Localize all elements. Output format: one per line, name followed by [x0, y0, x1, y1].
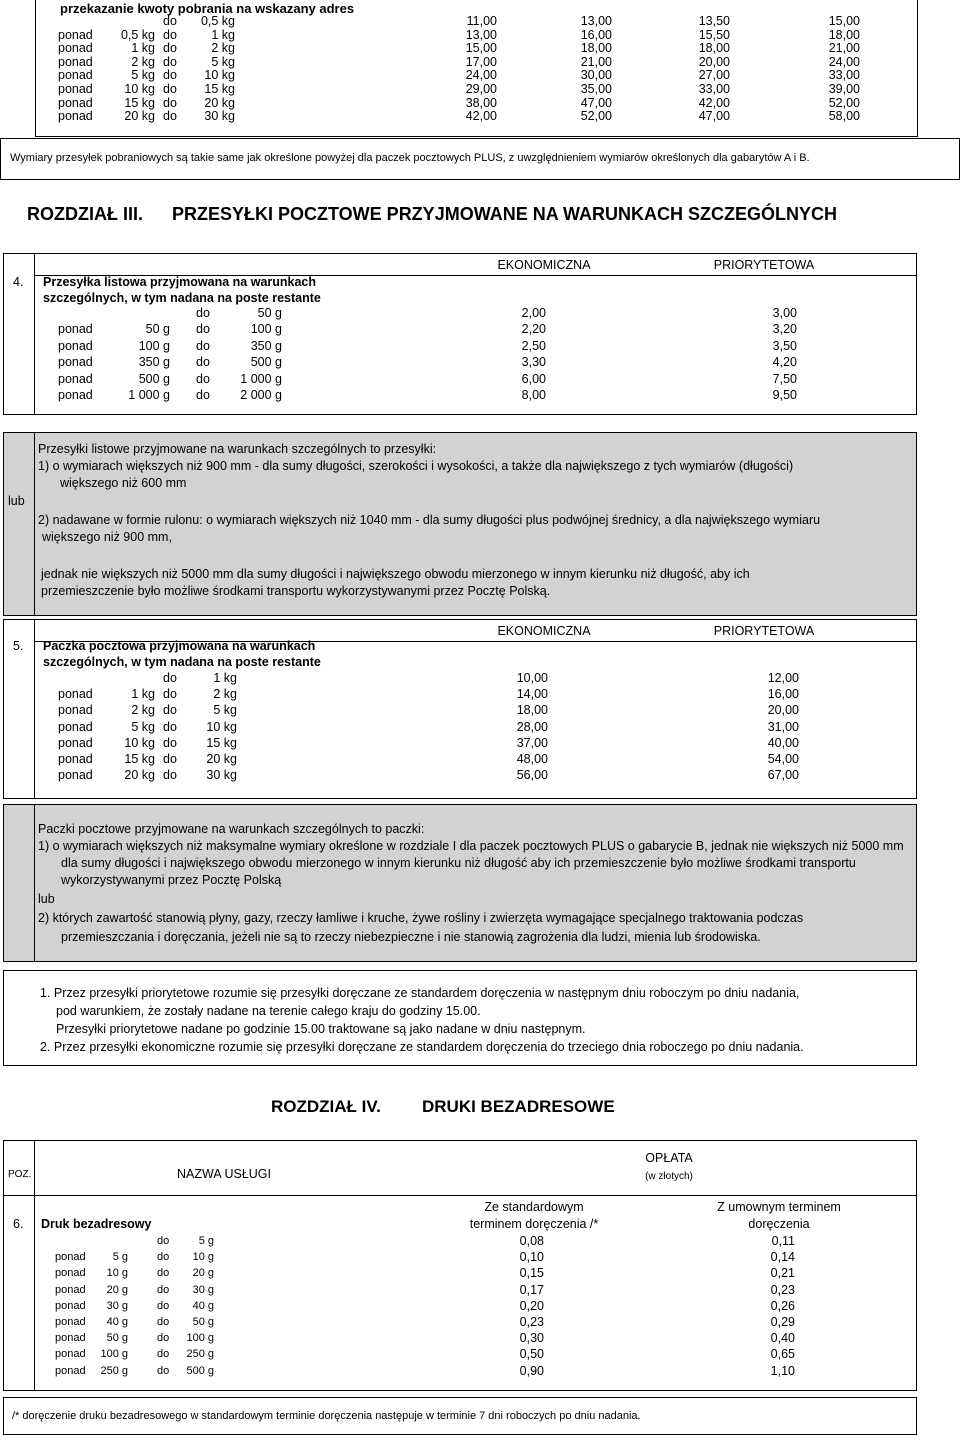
weight-to: 1 kg — [213, 671, 237, 685]
weight-to: 2 kg — [211, 41, 235, 56]
economic-price: 56,00 — [516, 768, 548, 783]
standard-price: 0,90 — [519, 1363, 544, 1378]
price-cell: 16,00 — [580, 27, 612, 42]
economic-price: 8,00 — [521, 388, 546, 402]
weight-from: 15 kg — [124, 95, 155, 110]
economic-price: 37,00 — [516, 735, 548, 750]
druki-header-fee-sub: (w złotych) — [645, 1171, 693, 1182]
price-cell: 27,00 — [698, 68, 730, 83]
weight-from: 5 kg — [131, 68, 155, 83]
weight-to: 20 g — [192, 1267, 214, 1280]
standard-price: 0,20 — [519, 1298, 544, 1313]
weight-to: 10 g — [192, 1251, 214, 1264]
weight-to-label: do — [163, 82, 177, 96]
priority-note-line-3: Przesyłki priorytetowe nadane po godzinie 15.00 traktowane są jako nadane w dniu następnym. — [56, 1022, 586, 1036]
priority-note-line-4: 2. Przez przesyłki ekonomiczne rozumie się przesyłki doręczane ze standardem doręczenia do trzeciego dnia roboczego po dniu nadania. — [40, 1040, 804, 1054]
price-cell: 47,00 — [580, 95, 612, 110]
price-cell: 52,00 — [828, 95, 860, 110]
note-4-line-6: jednak nie większych niż 5000 mm dla sumy długości i największego obwodu mierzonego w innym kierunku niż długość, aby ich — [41, 567, 750, 581]
weight-to-label: do — [163, 703, 177, 718]
economic-price: 18,00 — [516, 703, 548, 718]
weight-from: 1 kg — [131, 41, 155, 56]
priority-price: 9,50 — [772, 388, 797, 402]
weight-prefix: ponad — [55, 1267, 86, 1280]
weight-to-label: do — [157, 1267, 170, 1280]
weight-from: 2 kg — [131, 54, 155, 69]
standard-price: 0,23 — [519, 1315, 544, 1329]
weight-from: 250 g — [100, 1364, 128, 1377]
price-cell: 18,00 — [580, 41, 612, 56]
custom-price: 0,23 — [770, 1282, 795, 1297]
weight-to: 15 kg — [204, 82, 235, 96]
priority-price: 12,00 — [767, 671, 799, 685]
note-5-line-7: przemieszczania i doręczania, jeżeli nie są to rzeczy niebezpieczne i nie stanowią zagrożenia dla ludzi, mienia lub środowiska. — [61, 930, 761, 944]
table-row — [0, 68, 960, 82]
economic-price: 14,00 — [516, 687, 548, 702]
weight-prefix: ponad — [58, 109, 93, 124]
weight-from: 40 g — [106, 1316, 128, 1328]
weight-from: 0,5 kg — [120, 27, 155, 42]
table-row — [0, 1298, 960, 1314]
weight-to-label: do — [163, 95, 177, 110]
price-cell: 24,00 — [828, 54, 860, 69]
weight-from: 100 g — [138, 338, 170, 353]
custom-price: 0,40 — [770, 1331, 795, 1346]
price-cell: 33,00 — [698, 82, 730, 96]
priority-price: 4,20 — [772, 355, 797, 370]
weight-to-label: do — [157, 1299, 170, 1312]
weight-prefix: ponad — [55, 1251, 86, 1264]
item-4-title-2: szczególnych, w tym nadana na poste restante — [43, 291, 321, 305]
weight-to: 50 g — [192, 1316, 214, 1328]
weight-to-label: do — [157, 1235, 170, 1247]
table-row — [0, 686, 960, 702]
table-row — [0, 735, 960, 751]
table-row — [0, 767, 960, 783]
table-row — [0, 321, 960, 337]
note-5-line-4: wykorzystywanymi przez Pocztę Polską — [61, 873, 282, 887]
weight-prefix: ponad — [58, 338, 93, 353]
section-3-title: PRZESYŁKI POCZTOWE PRZYJMOWANE NA WARUNKACH SZCZEGÓLNYCH — [172, 204, 838, 224]
weight-prefix: ponad — [58, 752, 93, 766]
table-row — [0, 1363, 960, 1379]
table-row — [0, 387, 960, 403]
weight-from: 350 g — [138, 355, 170, 370]
price-cell: 33,00 — [828, 68, 860, 83]
druki-header-standard-2: terminem doręczenia /* — [469, 1217, 599, 1231]
weight-from: 5 g — [112, 1251, 128, 1264]
weight-to: 30 kg — [206, 768, 237, 783]
druki-header-custom-2: doręczenia — [748, 1217, 810, 1231]
weight-to: 5 kg — [213, 703, 237, 718]
weight-to-label: do — [196, 355, 210, 370]
custom-price: 0,11 — [771, 1234, 795, 1248]
weight-from: 10 kg — [124, 82, 155, 96]
table-row — [0, 338, 960, 354]
weight-prefix: ponad — [55, 1299, 86, 1312]
item-5-title-2: szczególnych, w tym nadana na poste restante — [43, 655, 321, 669]
economic-price: 2,20 — [521, 322, 546, 337]
priority-price: 20,00 — [767, 703, 799, 718]
custom-price: 1,10 — [770, 1363, 795, 1378]
weight-to: 20 kg — [206, 752, 237, 766]
price-cell: 13,00 — [580, 14, 612, 28]
weight-to: 1 kg — [211, 27, 235, 42]
table-row — [0, 14, 960, 28]
weight-to-label: do — [157, 1348, 170, 1361]
priority-price: 3,50 — [772, 338, 797, 353]
price-cell: 13,50 — [698, 14, 730, 28]
custom-price: 0,65 — [770, 1347, 795, 1362]
weight-prefix: ponad — [55, 1332, 86, 1345]
table-row — [0, 41, 960, 55]
custom-price: 0,21 — [770, 1266, 795, 1281]
weight-prefix: ponad — [55, 1316, 86, 1328]
standard-price: 0,17 — [519, 1282, 544, 1297]
priority-price: 67,00 — [767, 768, 799, 783]
weight-to-label: do — [196, 338, 210, 353]
weight-to: 1 000 g — [240, 371, 282, 386]
note-4-box — [3, 432, 917, 616]
item-5-number: 5. — [13, 639, 24, 653]
price-cell: 18,00 — [698, 41, 730, 56]
item-4-title-1: Przesyłka listowa przyjmowana na warunkach — [43, 275, 317, 289]
priority-price: 31,00 — [767, 719, 799, 734]
druki-footnote: /* doręczenie druku bezadresowego w standardowym terminie doręczenia następuje w terminie 7 dni roboczych po dniu nadania. — [12, 1410, 641, 1422]
economic-price: 3,30 — [521, 355, 546, 370]
note-4-line-1: Przesyłki listowe przyjmowane na warunkach szczególnych to przesyłki: — [38, 442, 437, 456]
table-row — [0, 1249, 960, 1265]
item-5-col-economic: EKONOMICZNA — [497, 624, 591, 638]
weight-prefix: ponad — [58, 687, 93, 702]
priority-price: 3,00 — [772, 306, 797, 320]
table-row — [0, 1330, 960, 1346]
weight-prefix: ponad — [55, 1348, 86, 1361]
weight-to: 30 g — [192, 1283, 214, 1296]
weight-to-label: do — [157, 1332, 170, 1345]
price-cell: 11,00 — [466, 14, 497, 28]
standard-price: 0,30 — [519, 1331, 544, 1346]
section-4-title: DRUKI BEZADRESOWE — [422, 1097, 615, 1116]
table-row — [0, 28, 960, 42]
price-cell: 42,00 — [465, 109, 497, 124]
weight-to: 0,5 kg — [200, 14, 235, 28]
weight-from: 10 g — [106, 1267, 128, 1280]
table-row — [0, 702, 960, 718]
table-row — [0, 1265, 960, 1281]
cod-note: Wymiary przesyłek pobraniowych są takie same jak określone powyżej dla paczek pocztowych PLUS, z uwzględnieniem wymiarów określonych dla gabarytów A i B. — [10, 152, 810, 164]
weight-to: 10 kg — [204, 68, 235, 83]
weight-to-label: do — [163, 54, 177, 69]
weight-from: 20 g — [106, 1283, 128, 1296]
note-4-line-3: większego niż 600 mm — [60, 476, 187, 490]
price-cell: 17,00 — [465, 54, 497, 69]
weight-prefix: ponad — [58, 371, 93, 386]
note-5-line-3: dla sumy długości i największego obwodu mierzonego w innym kierunku niż długość aby ich przemieszczenie było możliwe środkami transportu — [61, 856, 856, 870]
weight-to: 5 g — [198, 1235, 214, 1247]
note-5-line-2: 1) o wymiarach większych niż maksymalne wymiary określone w rozdziale I dla paczek pocztowych PLUS o gabarycie B, jednak nie większych niż 5000 mm — [38, 839, 904, 853]
table-row — [0, 109, 960, 123]
priority-note-line-2: pod warunkiem, że zostały nadane na terenie całego kraju do godziny 15.00. — [56, 1004, 481, 1018]
druki-header-standard-1: Ze standardowym — [484, 1200, 584, 1214]
weight-from: 20 kg — [124, 768, 155, 783]
weight-prefix: ponad — [55, 1283, 86, 1296]
priority-price: 3,20 — [772, 322, 797, 337]
weight-prefix: ponad — [58, 41, 93, 56]
price-cell: 30,00 — [580, 68, 612, 83]
note-4-line-2: 1) o wymiarach większych niż 900 mm - dla sumy długości, szerokości i wysokości, a także dla największego z tych wymiarów (długości) — [38, 459, 794, 473]
price-cell: 15,00 — [828, 14, 860, 28]
druki-header-fee: OPŁATA — [645, 1151, 693, 1165]
custom-price: 0,14 — [770, 1250, 795, 1265]
weight-from: 10 kg — [124, 735, 155, 750]
druki-item-title: Druk bezadresowy — [41, 1217, 152, 1231]
item-4-col-priority: PRIORYTETOWA — [713, 258, 815, 272]
table-row — [0, 55, 960, 69]
standard-price: 0,50 — [519, 1347, 544, 1362]
price-cell: 35,00 — [580, 82, 612, 96]
weight-to-label: do — [163, 109, 177, 124]
cod-title: przekazanie kwoty pobrania na wskazany adres — [60, 1, 355, 16]
table-row — [0, 719, 960, 735]
druki-item-number: 6. — [13, 1217, 24, 1231]
priority-price: 54,00 — [767, 752, 799, 766]
weight-to: 30 kg — [204, 109, 235, 124]
weight-prefix: ponad — [58, 768, 93, 783]
weight-to: 2 000 g — [240, 388, 282, 402]
weight-to-label: do — [163, 768, 177, 783]
note-4-lub: lub — [8, 494, 25, 508]
priority-price: 7,50 — [772, 371, 797, 386]
standard-price: 0,10 — [519, 1250, 544, 1265]
table-row — [0, 354, 960, 370]
weight-to: 50 g — [257, 306, 282, 320]
priority-price: 16,00 — [767, 687, 799, 702]
weight-prefix: ponad — [55, 1364, 86, 1377]
weight-to: 10 kg — [206, 719, 237, 734]
priority-notes-box — [3, 970, 917, 1066]
economic-price: 2,00 — [521, 306, 546, 320]
section-4-number: ROZDZIAŁ IV. — [271, 1097, 381, 1116]
table-row — [0, 96, 960, 110]
weight-to: 20 kg — [204, 95, 235, 110]
item-5-title-1: Paczka pocztowa przyjmowana na warunkach — [43, 639, 316, 653]
weight-to-label: do — [163, 719, 177, 734]
weight-to: 500 g — [186, 1364, 214, 1377]
weight-prefix: ponad — [58, 388, 93, 402]
weight-from: 20 kg — [124, 109, 155, 124]
weight-from: 5 kg — [131, 719, 155, 734]
weight-from: 30 g — [106, 1299, 128, 1312]
weight-to-label: do — [163, 27, 177, 42]
price-cell: 29,00 — [465, 82, 497, 96]
price-cell: 58,00 — [828, 109, 860, 124]
druki-header-poz: POZ. — [8, 1169, 32, 1180]
weight-prefix: ponad — [58, 82, 93, 96]
weight-to-label: do — [163, 735, 177, 750]
price-cell: 15,50 — [698, 27, 730, 42]
weight-prefix: ponad — [58, 27, 93, 42]
weight-prefix: ponad — [58, 703, 93, 718]
weight-to-label: do — [163, 752, 177, 766]
cod-note-box — [0, 138, 960, 180]
price-cell: 21,00 — [828, 41, 860, 56]
price-cell: 21,00 — [580, 54, 612, 69]
item-4-col-economic: EKONOMICZNA — [497, 258, 591, 272]
weight-from: 50 g — [145, 322, 170, 337]
price-cell: 38,00 — [465, 95, 497, 110]
table-row — [0, 1346, 960, 1362]
weight-to-label: do — [157, 1283, 170, 1296]
economic-price: 28,00 — [516, 719, 548, 734]
price-cell: 13,00 — [465, 27, 497, 42]
weight-to-label: do — [157, 1251, 170, 1264]
custom-price: 0,29 — [770, 1315, 795, 1329]
weight-to: 2 kg — [213, 687, 237, 702]
note-4-line-5: większego niż 900 mm, — [42, 530, 172, 544]
weight-from: 2 kg — [131, 703, 155, 718]
weight-to-label: do — [163, 41, 177, 56]
note-5-box — [3, 804, 917, 962]
price-cell: 15,00 — [465, 41, 497, 56]
weight-to-label: do — [163, 68, 177, 83]
weight-prefix: ponad — [58, 735, 93, 750]
price-cell: 39,00 — [828, 82, 860, 96]
note-5-line-1: Paczki pocztowe przyjmowane na warunkach szczególnych to paczki: — [38, 822, 425, 836]
weight-to-label: do — [163, 687, 177, 702]
weight-from: 50 g — [106, 1332, 128, 1345]
weight-to-label: do — [157, 1364, 170, 1377]
weight-to-label: do — [196, 388, 210, 402]
item-5-col-priority: PRIORYTETOWA — [713, 624, 815, 638]
price-cell: 47,00 — [698, 109, 730, 124]
weight-prefix: ponad — [58, 322, 93, 337]
table-row — [0, 82, 960, 96]
standard-price: 0,15 — [519, 1266, 544, 1281]
economic-price: 48,00 — [516, 752, 548, 766]
economic-price: 10,00 — [516, 671, 548, 685]
table-row — [0, 1282, 960, 1298]
price-cell: 24,00 — [465, 68, 497, 83]
weight-to: 5 kg — [211, 54, 235, 69]
weight-to: 15 kg — [206, 735, 237, 750]
price-cell: 42,00 — [698, 95, 730, 110]
druki-header-custom-1: Z umownym terminem — [717, 1200, 841, 1214]
economic-price: 6,00 — [521, 371, 546, 386]
weight-prefix: ponad — [58, 719, 93, 734]
priority-price: 40,00 — [767, 735, 799, 750]
weight-from: 500 g — [138, 371, 170, 386]
price-cell: 52,00 — [580, 109, 612, 124]
weight-from: 1 kg — [131, 687, 155, 702]
weight-to-label: do — [196, 371, 210, 386]
druki-footnote-box — [3, 1397, 917, 1435]
weight-to: 350 g — [250, 338, 282, 353]
note-4-line-7: przemieszczenie było możliwe środkami transportu wykorzystywanymi przez Pocztę Polską. — [41, 584, 551, 598]
weight-to: 250 g — [186, 1348, 214, 1361]
note-5-line-5: lub — [38, 892, 55, 906]
weight-to: 100 g — [250, 322, 282, 337]
weight-to-label: do — [163, 14, 177, 28]
weight-to-label: do — [196, 322, 210, 337]
price-cell: 18,00 — [828, 27, 860, 42]
table-row — [0, 751, 960, 767]
druki-header-name: NAZWA USŁUGI — [177, 1167, 271, 1181]
weight-from: 100 g — [100, 1348, 128, 1361]
weight-to: 40 g — [192, 1299, 214, 1312]
weight-prefix: ponad — [58, 68, 93, 83]
item-4-number: 4. — [13, 275, 24, 289]
economic-price: 2,50 — [521, 338, 546, 353]
weight-to-label: do — [196, 306, 210, 320]
table-row — [0, 371, 960, 387]
note-4-line-4: 2) nadawane w formie rulonu: o wymiarach większych niż 1040 mm - dla sumy długości plus podwójnej średnicy, a dla największego wymiaru — [38, 513, 821, 527]
weight-to-label: do — [163, 671, 177, 685]
weight-prefix: ponad — [58, 95, 93, 110]
priority-note-line-1: 1. Przez przesyłki priorytetowe rozumie się przesyłki doręczane ze standardem doręczenia w następnym dniu roboczym po dniu nadania, — [40, 986, 800, 1000]
weight-from: 1 000 g — [128, 388, 170, 402]
table-row — [0, 1314, 960, 1330]
table-row — [0, 305, 960, 321]
table-row — [0, 670, 960, 686]
weight-to: 100 g — [186, 1332, 214, 1345]
price-cell: 20,00 — [698, 54, 730, 69]
weight-to: 500 g — [250, 355, 282, 370]
weight-prefix: ponad — [58, 54, 93, 69]
weight-to-label: do — [157, 1316, 170, 1328]
table-row — [0, 1233, 960, 1249]
standard-price: 0,08 — [519, 1234, 544, 1248]
note-5-line-6: 2) których zawartość stanowią płyny, gazy, rzeczy łamliwe i kruche, żywe rośliny i zwierzęta wymagające specjalnego traktowania podczas — [38, 911, 804, 925]
custom-price: 0,26 — [770, 1298, 795, 1313]
weight-from: 15 kg — [124, 752, 155, 766]
section-3-number: ROZDZIAŁ III. — [27, 204, 143, 224]
weight-prefix: ponad — [58, 355, 93, 370]
